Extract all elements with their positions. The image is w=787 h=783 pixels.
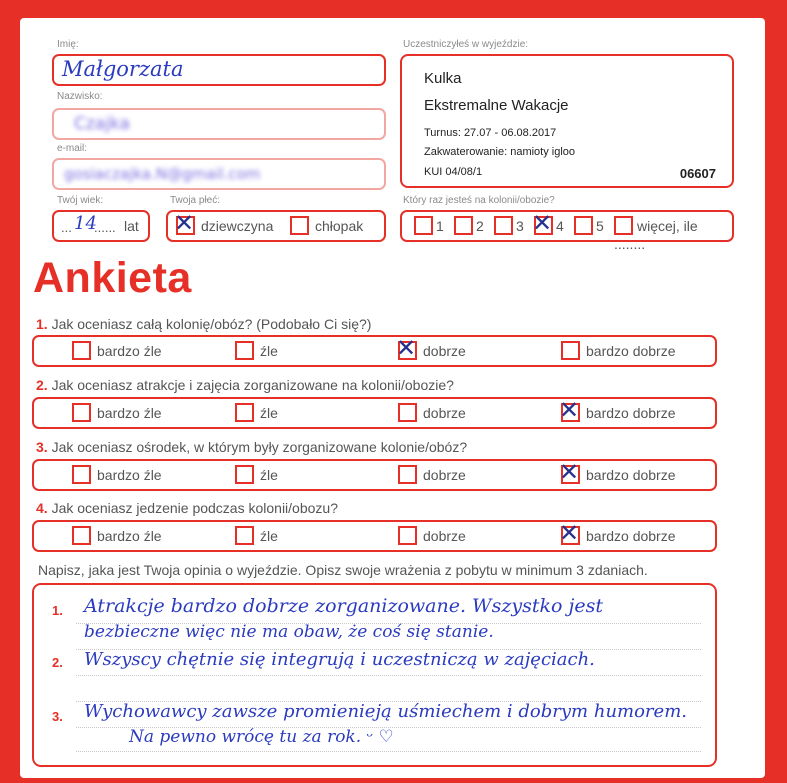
checkbox-boy[interactable]: [290, 216, 309, 235]
question-4: 4. Jak oceniasz jedzenie podczas kolonii/obozu?: [36, 500, 338, 516]
checkbox-times-more[interactable]: [614, 216, 633, 235]
ruled-line: [76, 751, 701, 752]
checkbox-girl[interactable]: [174, 209, 195, 237]
opinion-line-1: Atrakcje bardzo dobrze zorganizowane. Wszystko jest: [84, 595, 603, 617]
opinion-line-2: bezbieczne więc nie ma obaw, że coś się stanie.: [84, 622, 494, 642]
opinion-text-area[interactable]: [32, 583, 717, 767]
q2-option-good[interactable]: dobrze: [398, 403, 466, 422]
checkbox[interactable]: [559, 396, 580, 424]
checkbox[interactable]: [72, 465, 91, 484]
checkbox-times-4[interactable]: [532, 209, 553, 237]
gender-option-boy[interactable]: chłopak: [290, 216, 363, 235]
cross-mark-icon: ✕: [174, 209, 195, 237]
times-label: Który raz jesteś na kolonii/obozie?: [403, 195, 555, 206]
q3-option-bad[interactable]: źle: [235, 465, 278, 484]
q1-option-good[interactable]: ✕ dobrze: [396, 334, 466, 362]
camp-number: 06607: [679, 166, 716, 181]
times-option-1[interactable]: 1: [414, 216, 444, 235]
age-value: 14: [74, 213, 97, 234]
age-unit: lat: [124, 218, 139, 234]
answer-row-1: [32, 335, 717, 367]
checkbox[interactable]: [235, 403, 254, 422]
question-3: 3. Jak oceniasz ośrodek, w którym były zorganizowane kolonie/obóz?: [36, 439, 468, 455]
checkbox[interactable]: [72, 403, 91, 422]
times-field: [400, 209, 734, 252]
age-field[interactable]: [52, 210, 150, 242]
camp-label: Uczestniczyłeś w wyjeździe:: [403, 39, 529, 50]
cross-mark-icon: ✕: [532, 209, 553, 237]
cross-mark-icon: ✕: [396, 334, 417, 362]
times-option-4[interactable]: ✕ 4: [532, 209, 564, 237]
q3-option-very-bad[interactable]: bardzo źle: [72, 465, 162, 484]
answer-row-4: [32, 520, 717, 552]
checkbox[interactable]: [398, 465, 417, 484]
surname-label: Nazwisko:: [57, 91, 103, 102]
ruled-line: [76, 675, 701, 676]
times-option-more[interactable]: więcej, ile ........: [614, 217, 698, 252]
q4-option-very-bad[interactable]: bardzo źle: [72, 526, 162, 545]
q1-option-very-bad[interactable]: bardzo źle: [72, 341, 162, 360]
opinion-number-3: 3.: [52, 709, 63, 724]
survey-title: Ankieta: [33, 254, 192, 302]
opinion-number-1: 1.: [52, 603, 63, 618]
gender-field: [166, 210, 386, 242]
q4-option-good[interactable]: dobrze: [398, 526, 466, 545]
times-option-2[interactable]: 2: [454, 216, 484, 235]
checkbox[interactable]: [559, 458, 580, 486]
camp-turnus: Turnus: 27.07 - 06.08.2017: [424, 127, 557, 139]
checkbox[interactable]: [235, 341, 254, 360]
checkbox[interactable]: [235, 526, 254, 545]
surname-value: Czajka: [74, 114, 130, 134]
name-field[interactable]: [52, 54, 386, 86]
cross-mark-icon: ✕: [559, 519, 580, 547]
q3-option-good[interactable]: dobrze: [398, 465, 466, 484]
q2-option-very-bad[interactable]: bardzo źle: [72, 403, 162, 422]
camp-info-box: [400, 54, 734, 188]
checkbox[interactable]: [398, 403, 417, 422]
email-value: gosiaczajka.N@gmail.com: [64, 165, 261, 183]
gender-option-girl[interactable]: ✕ dziewczyna: [174, 209, 274, 237]
checkbox[interactable]: [72, 526, 91, 545]
checkbox[interactable]: [235, 465, 254, 484]
name-value: Małgorzata: [62, 57, 184, 81]
checkbox[interactable]: [398, 526, 417, 545]
question-2: 2. Jak oceniasz atrakcje i zajęcia zorganizowane na kolonii/obozie?: [36, 377, 454, 393]
opinion-line-4: Wychowawcy zawsze promienieją uśmiechem i dobrym humorem.: [84, 701, 687, 722]
question-1: 1. Jak oceniasz całą kolonię/obóz? (Podobało Ci się?): [36, 316, 372, 332]
camp-program: Ekstremalne Wakacje: [424, 97, 569, 114]
checkbox[interactable]: [559, 519, 580, 547]
checkbox-times-3[interactable]: [494, 216, 513, 235]
age-prefix: ...: [61, 220, 72, 235]
age-suffix: ......: [94, 220, 116, 235]
checkbox-times-1[interactable]: [414, 216, 433, 235]
answer-row-3: [32, 459, 717, 491]
times-option-5[interactable]: 5: [574, 216, 604, 235]
opinion-number-2: 2.: [52, 655, 63, 670]
q1-option-very-good[interactable]: bardzo dobrze: [561, 341, 676, 360]
q4-option-very-good[interactable]: ✕ bardzo dobrze: [559, 519, 676, 547]
q2-option-bad[interactable]: źle: [235, 403, 278, 422]
gender-label: Twoja płeć:: [170, 195, 221, 206]
name-label: Imię:: [57, 39, 79, 50]
camp-name: Kulka: [424, 70, 462, 87]
checkbox-times-5[interactable]: [574, 216, 593, 235]
checkbox[interactable]: [561, 341, 580, 360]
checkbox[interactable]: [72, 341, 91, 360]
age-label: Twój wiek:: [57, 195, 104, 206]
q4-option-bad[interactable]: źle: [235, 526, 278, 545]
q1-option-bad[interactable]: źle: [235, 341, 278, 360]
opinion-line-3: Wszyscy chętnie się integrują i uczestniczą w zajęciach.: [84, 649, 595, 670]
checkbox-times-2[interactable]: [454, 216, 473, 235]
q3-option-very-good[interactable]: ✕ bardzo dobrze: [559, 458, 676, 486]
answer-row-2: [32, 397, 717, 429]
camp-code: KUI 04/08/1: [424, 166, 483, 178]
email-field[interactable]: [52, 158, 386, 190]
checkbox[interactable]: [396, 334, 417, 362]
cross-mark-icon: ✕: [559, 396, 580, 424]
camp-accommodation: Zakwaterowanie: namioty igloo: [424, 146, 576, 158]
opinion-line-5: Na pewno wrócę tu za rok. ᵕ ♡: [129, 727, 394, 747]
opinion-prompt: Napisz, jaka jest Twoja opinia o wyjeździe. Opisz swoje wrażenia z pobytu w minimum 3 zdaniach.: [38, 562, 648, 578]
email-label: e-mail:: [57, 143, 88, 154]
cross-mark-icon: ✕: [559, 458, 580, 486]
q2-option-very-good[interactable]: ✕ bardzo dobrze: [559, 396, 676, 424]
times-option-3[interactable]: 3: [494, 216, 524, 235]
surname-field[interactable]: [52, 108, 386, 140]
